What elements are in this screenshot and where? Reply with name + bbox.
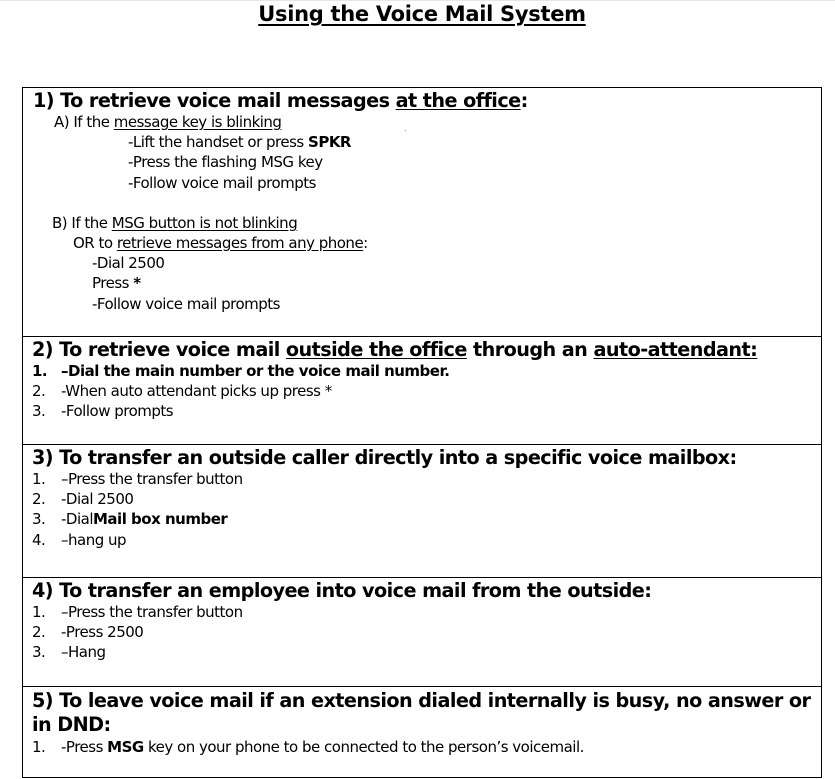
section-retrieve-at-office xyxy=(23,88,821,337)
list-text: –Press the transfer button xyxy=(61,603,243,621)
step-text: -Press the flashing MSG key xyxy=(128,153,323,172)
list-bold-text: Mail box number xyxy=(93,510,228,529)
part-b-condition: MSG button is not blinking xyxy=(111,213,298,232)
alt-colon: : xyxy=(363,234,368,253)
step-key-label: SPKR xyxy=(308,133,351,152)
list-bold-text: MSG xyxy=(107,738,144,756)
heading-colon: : xyxy=(520,89,528,112)
list-number: 2. xyxy=(32,490,46,509)
section-leave-voicemail-internal xyxy=(23,687,821,778)
list-text: -Follow prompts xyxy=(61,402,174,421)
list-number: 1. xyxy=(32,603,46,621)
step-text: Press xyxy=(92,274,134,293)
list-text: –Dial the main number or the voice mail number. xyxy=(61,362,450,380)
step-line xyxy=(33,273,821,293)
list-number: 2. xyxy=(32,623,46,642)
step-text: -Follow voice mail prompts xyxy=(128,173,316,192)
list-number: 1. xyxy=(32,738,46,756)
list-item xyxy=(32,509,821,529)
instructions-table xyxy=(22,87,822,778)
part-b-label xyxy=(33,213,821,233)
step-text: -Follow voice mail prompts xyxy=(92,294,280,313)
stray-mark xyxy=(405,130,406,131)
step-text: -Dial 2500 xyxy=(92,254,165,273)
list-item xyxy=(32,622,821,642)
list-number: 1. xyxy=(32,470,46,488)
list-item xyxy=(32,361,821,381)
list-text: –Hang xyxy=(61,643,106,662)
list-item xyxy=(32,489,821,509)
heading-text: 1) To retrieve voice mail messages xyxy=(33,89,396,112)
list-text: –Press the transfer button xyxy=(61,470,243,488)
heading-underlined-text: at the office xyxy=(395,89,521,112)
section-heading: 3) To transfer an outside caller directly into a specific voice mailbox: xyxy=(32,446,737,469)
spacer xyxy=(33,193,821,213)
step-key-label: * xyxy=(133,274,141,293)
section-heading: 4) To transfer an employee into voice mail from the outside: xyxy=(32,579,652,602)
heading-underlined-text: auto-attendant: xyxy=(593,338,758,361)
section-retrieve-outside-office xyxy=(23,337,821,445)
list-item xyxy=(32,469,821,489)
list-item xyxy=(32,530,821,550)
step-line xyxy=(33,253,821,273)
list-item xyxy=(32,642,821,662)
list-text: –hang up xyxy=(61,530,127,549)
alt-condition: retrieve messages from any phone xyxy=(116,234,364,253)
section-heading xyxy=(33,88,821,112)
list-text: key on your phone to be connected to the person’s voicemail. xyxy=(143,738,584,756)
list-text-wrap xyxy=(61,737,584,757)
list-text: -Press xyxy=(61,738,108,756)
part-b-alternative xyxy=(33,233,821,253)
list-number: 3. xyxy=(32,643,46,662)
list-item xyxy=(32,737,821,757)
list-number: 1. xyxy=(32,362,48,380)
part-a-label xyxy=(33,112,821,132)
section-heading xyxy=(32,337,821,361)
alt-prefix: OR to xyxy=(73,234,117,253)
heading-text: through an xyxy=(466,338,594,361)
list-text: -Press 2500 xyxy=(61,623,144,642)
section-heading: 5) To leave voice mail if an extension dialed internally is busy, no answer or in DND: xyxy=(32,689,811,736)
heading-text: 2) To retrieve voice mail xyxy=(32,338,286,361)
page-top-edge xyxy=(0,0,835,1)
list-number: 4. xyxy=(32,530,46,549)
step-text: -Lift the handset or press xyxy=(128,133,309,152)
list-text: -Dial 2500 xyxy=(61,490,134,509)
list-number: 3. xyxy=(32,402,46,421)
list-number: 3. xyxy=(32,510,46,529)
part-a-prefix: A) If the xyxy=(54,113,114,131)
step-line xyxy=(33,152,821,172)
part-a-condition: message key is blinking xyxy=(113,113,282,131)
list-item xyxy=(32,401,821,421)
document-title: Using the Voice Mail System xyxy=(258,2,586,26)
part-b-prefix: B) If the xyxy=(52,213,112,232)
heading-underlined-text: outside the office xyxy=(285,338,467,361)
step-line xyxy=(33,132,821,152)
section-transfer-employee-to-voicemail xyxy=(23,578,821,687)
list-item xyxy=(32,602,821,622)
step-line xyxy=(33,173,821,193)
list-text: -Dial xyxy=(61,510,93,529)
list-number: 2. xyxy=(32,382,46,401)
list-text: -When auto attendant picks up press * xyxy=(61,382,332,401)
list-item xyxy=(32,381,821,401)
step-line xyxy=(33,294,821,314)
section-transfer-caller-to-mailbox xyxy=(23,445,821,578)
